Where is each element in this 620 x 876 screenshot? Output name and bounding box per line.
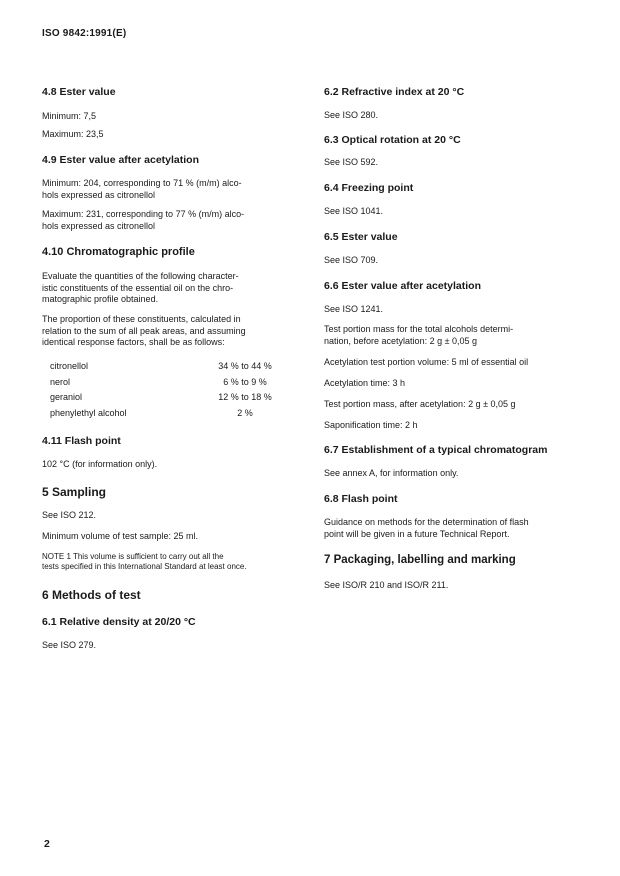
text-line: identical response factors, shall be as follows: (42, 337, 225, 347)
table-row (42, 406, 290, 422)
flash-point-text: 102 °C (for information only). (42, 459, 158, 469)
maximum-value: Maximum: 23,5 (42, 129, 104, 139)
note-line: tests specified in this International Standard at least once. (42, 562, 247, 571)
section-heading: 6.5 Ester value (324, 231, 398, 243)
section-heading: 4.10 Chromatographic profile (42, 246, 195, 258)
text-line: hols expressed as citronellol (42, 189, 156, 200)
section-heading: 6.2 Refractive index at 20 °C (324, 86, 465, 98)
text-line: See ISO 1241. (324, 304, 384, 314)
section-4-9-p2 (42, 209, 244, 232)
section-4-8 (42, 86, 116, 98)
section-heading: 6.6 Ester value after acetylation (324, 280, 481, 292)
section-7 (324, 554, 516, 566)
constituent-name: geraniol (50, 392, 83, 402)
section-7-body (324, 580, 448, 592)
section-4-10-p1 (42, 271, 239, 306)
section-6-6-p4 (324, 378, 405, 390)
section-4-8-body (42, 111, 96, 123)
section-6-4-body (324, 206, 383, 218)
note-1 (42, 552, 247, 572)
section-6-6-p3 (324, 357, 528, 369)
section-4-9-p1 (42, 178, 242, 201)
section-6-7-body (324, 468, 458, 480)
text-line: See ISO 280. (324, 110, 379, 120)
text-line: hols expressed as citronellol (42, 220, 156, 231)
constituent-range: 2 % (237, 407, 253, 418)
section-6-8-body (324, 517, 529, 540)
section-heading: 5 Sampling (42, 485, 107, 499)
section-6-1-body (42, 640, 96, 652)
section-4-8-body-2 (42, 129, 104, 141)
text-line: relation to the sum of all peak areas, and assuming (42, 325, 246, 336)
text-line: See annex A, for information only. (324, 468, 459, 478)
text-line: Maximum: 231, corresponding to 77 % (m/m) alco- (42, 209, 245, 219)
section-4-9 (42, 154, 199, 166)
table-row (42, 359, 290, 375)
section-6-5-body (324, 255, 378, 267)
table-row (42, 375, 290, 391)
section-heading: 4.8 Ester value (42, 86, 116, 98)
text-line: nation, before acetylation: 2 g ± 0,05 g (324, 335, 478, 346)
section-5-p1 (42, 510, 96, 522)
constituent-name: citronellol (50, 361, 89, 371)
text-line: Test portion mass for the total alcohols determi- (324, 324, 514, 334)
text-line: See ISO/R 210 and ISO/R 211. (324, 580, 449, 590)
text-line: See ISO 592. (324, 157, 379, 167)
section-6-7 (324, 444, 547, 456)
table-row (42, 390, 290, 406)
section-heading: 4.9 Ester value after acetylation (42, 154, 199, 166)
constituents-table (42, 359, 290, 421)
section-4-10 (42, 246, 195, 258)
section-heading: 6 Methods of test (42, 588, 141, 602)
text-line: Guidance on methods for the determination of flash (324, 517, 529, 527)
section-heading: 7 Packaging, labelling and marking (324, 554, 516, 566)
text-line: Saponification time: 2 h (324, 420, 418, 430)
section-heading: 4.11 Flash point (42, 435, 121, 447)
constituent-range: 6 % to 9 % (223, 376, 267, 387)
constituent-name: nerol (50, 376, 71, 387)
section-heading: 6.7 Establishment of a typical chromatogram (324, 444, 548, 456)
text-line: point will be given in a future Technical Report. (324, 528, 510, 539)
section-6-8 (324, 493, 398, 505)
page-number: 2 (44, 838, 50, 850)
text-line: Acetylation time: 3 h (324, 378, 406, 388)
text-line: See ISO 212. (42, 510, 97, 520)
section-6-5 (324, 231, 398, 243)
text-line: The proportion of these constituents, calculated in (42, 314, 241, 324)
section-6-6-p5 (324, 399, 516, 411)
text-line: Test portion mass, after acetylation: 2 g ± 0,05 g (324, 399, 516, 409)
section-4-11 (42, 435, 121, 447)
section-6-6-p1 (324, 304, 383, 316)
section-6-3 (324, 134, 461, 146)
section-4-10-p2 (42, 314, 246, 349)
text-line: Minimum volume of test sample: 25 ml. (42, 531, 199, 541)
text-line: Minimum: 204, corresponding to 71 % (m/m) alco- (42, 178, 242, 188)
constituent-range: 34 % to 44 % (218, 361, 272, 371)
text-line: See ISO 1041. (324, 206, 384, 216)
section-6-3-body (324, 157, 378, 169)
text-line: Evaluate the quantities of the following character- (42, 271, 239, 281)
section-5-p2 (42, 531, 198, 543)
section-6-6-p6 (324, 420, 418, 432)
constituent-name: phenylethyl alcohol (50, 407, 127, 418)
section-6-1 (42, 616, 196, 628)
section-heading: 6.1 Relative density at 20/20 °C (42, 616, 196, 628)
document-id: ISO 9842:1991(E) (42, 28, 127, 39)
constituent-range: 12 % to 18 % (218, 392, 272, 402)
section-4-11-body (42, 459, 157, 471)
section-6-4 (324, 182, 413, 194)
section-5 (42, 485, 106, 499)
text-line: See ISO 709. (324, 255, 379, 265)
section-heading: 6.8 Flash point (324, 493, 398, 505)
section-6-2 (324, 86, 464, 98)
text-line: matographic profile obtained. (42, 294, 159, 304)
text-line: Acetylation test portion volume: 5 ml of essential oil (324, 357, 529, 367)
section-6-2-body (324, 110, 378, 122)
section-heading: 6.4 Freezing point (324, 182, 414, 194)
section-6-6-p2 (324, 324, 513, 347)
minimum-value: Minimum: 7,5 (42, 111, 97, 121)
text-line: istic constituents of the essential oil on the chro- (42, 282, 234, 293)
section-6 (42, 588, 141, 602)
note-line: NOTE 1 This volume is sufficient to carry out all the (42, 552, 224, 561)
section-heading: 6.3 Optical rotation at 20 °C (324, 134, 461, 146)
section-6-6 (324, 280, 481, 292)
text-line: See ISO 279. (42, 640, 97, 650)
